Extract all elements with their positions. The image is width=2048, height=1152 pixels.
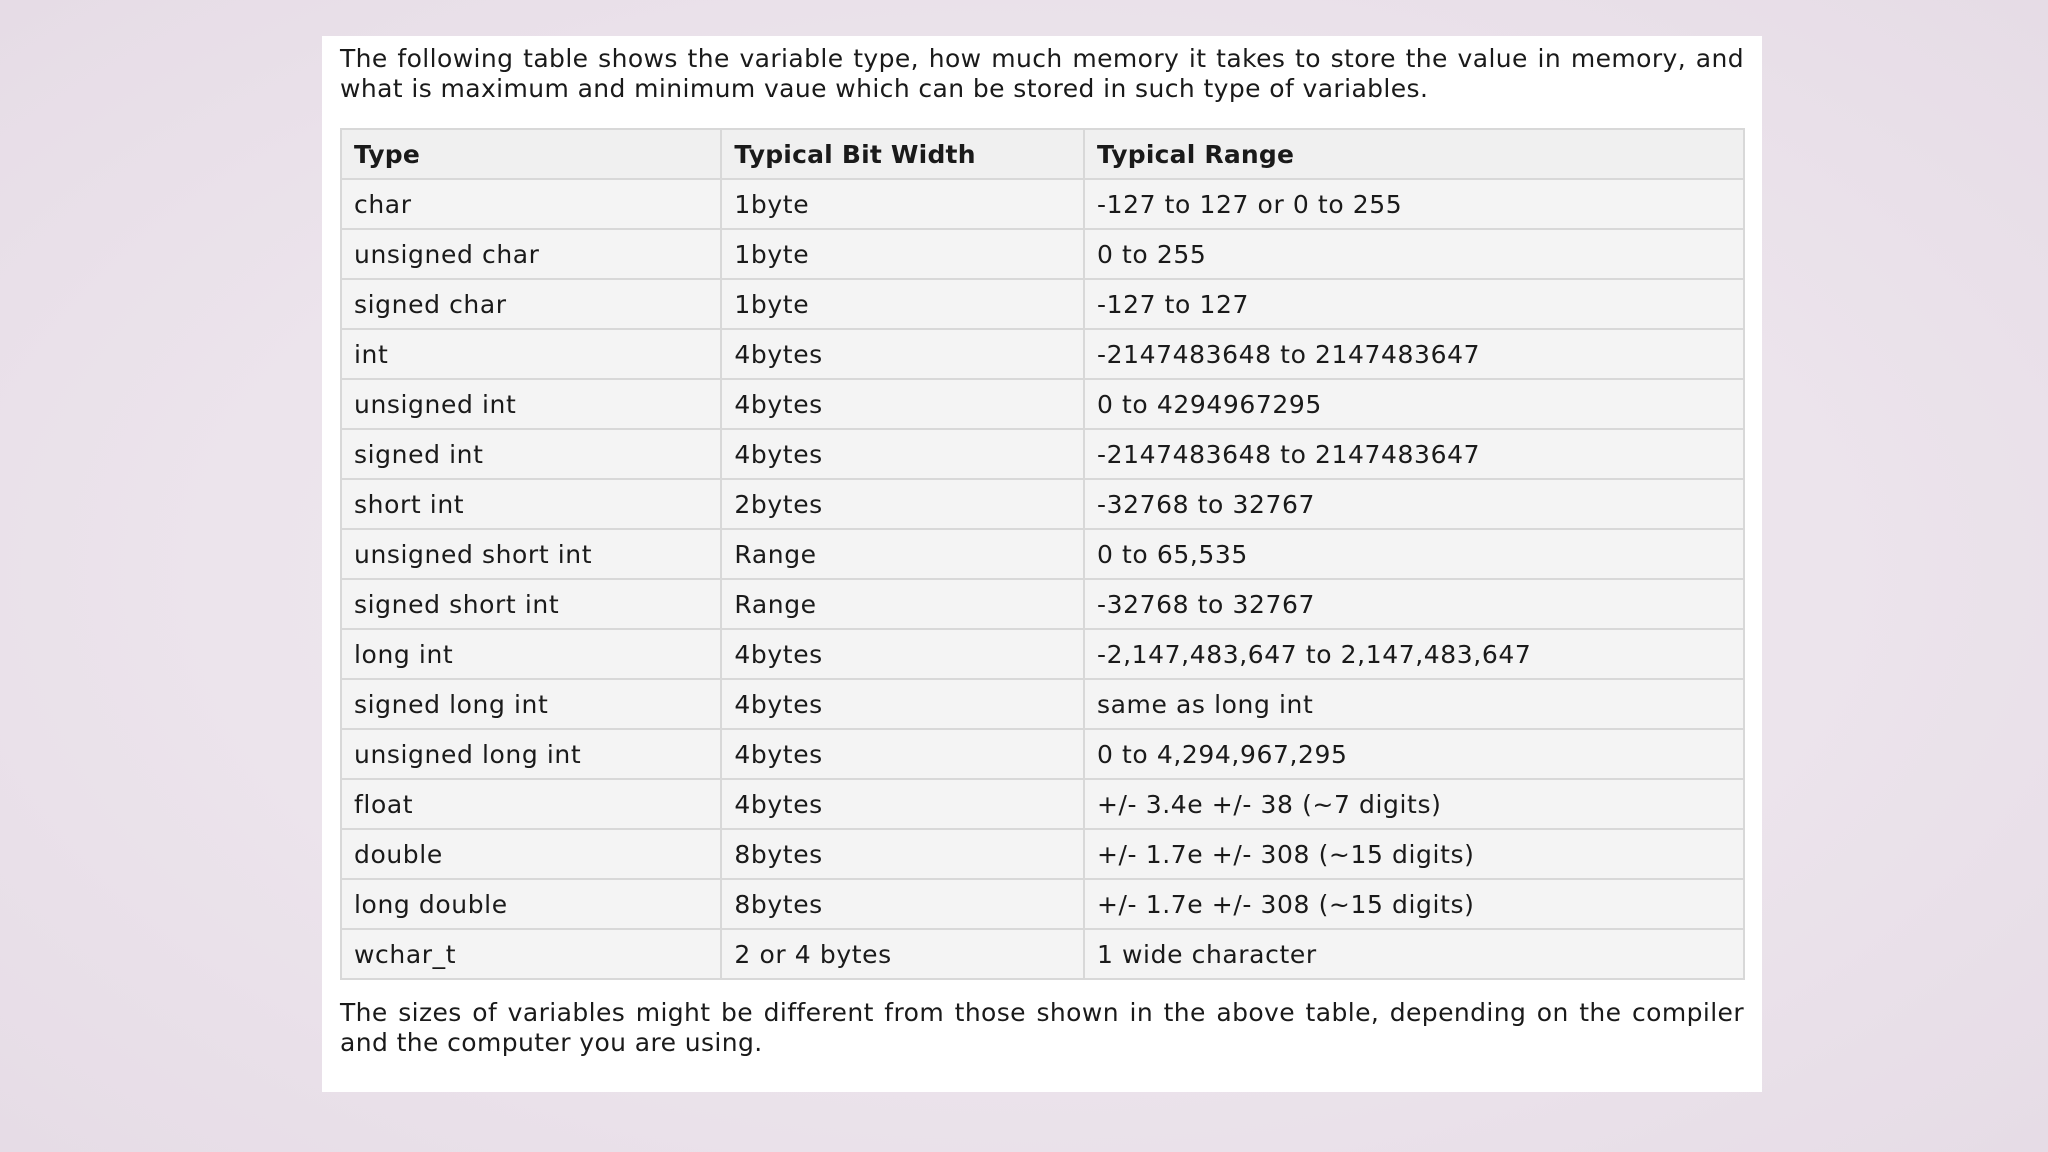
cell-range: 1 wide character: [1084, 929, 1744, 979]
cell-range: +/- 1.7e +/- 308 (~15 digits): [1084, 829, 1744, 879]
cell-bit-width: 4bytes: [721, 729, 1084, 779]
cell-range: -127 to 127: [1084, 279, 1744, 329]
table-row: [341, 479, 1744, 529]
table-row: [341, 729, 1744, 779]
table-row: [341, 929, 1744, 979]
cell-type: signed int: [341, 429, 721, 479]
cell-type: wchar_t: [341, 929, 721, 979]
cell-range: 0 to 65,535: [1084, 529, 1744, 579]
header-type: Type: [341, 129, 721, 179]
table-body: [341, 179, 1744, 979]
cell-range: -32768 to 32767: [1084, 479, 1744, 529]
cell-bit-width: 8bytes: [721, 879, 1084, 929]
cell-type: signed long int: [341, 679, 721, 729]
variable-types-table: [340, 128, 1745, 980]
cell-bit-width: 4bytes: [721, 379, 1084, 429]
cell-type: unsigned int: [341, 379, 721, 429]
cell-range: same as long int: [1084, 679, 1744, 729]
cell-bit-width: 1byte: [721, 279, 1084, 329]
cell-range: +/- 3.4e +/- 38 (~7 digits): [1084, 779, 1744, 829]
cell-bit-width: 1byte: [721, 179, 1084, 229]
table-row: [341, 629, 1744, 679]
cell-type: long int: [341, 629, 721, 679]
cell-bit-width: Range: [721, 579, 1084, 629]
table-row: [341, 179, 1744, 229]
cell-type: unsigned long int: [341, 729, 721, 779]
cell-type: short int: [341, 479, 721, 529]
cell-bit-width: 8bytes: [721, 829, 1084, 879]
table-row: [341, 279, 1744, 329]
cell-range: -2,147,483,647 to 2,147,483,647: [1084, 629, 1744, 679]
cell-bit-width: 2 or 4 bytes: [721, 929, 1084, 979]
cell-bit-width: 4bytes: [721, 429, 1084, 479]
table-row: [341, 579, 1744, 629]
outro-paragraph: The sizes of variables might be different from those shown in the above table, depending on the compiler and the computer you are using.: [340, 998, 1744, 1057]
cell-bit-width: 2bytes: [721, 479, 1084, 529]
table-header-row: [341, 129, 1744, 179]
cell-type: long double: [341, 879, 721, 929]
cell-bit-width: 4bytes: [721, 779, 1084, 829]
table-row: [341, 829, 1744, 879]
table-row: [341, 879, 1744, 929]
cell-type: char: [341, 179, 721, 229]
intro-paragraph: The following table shows the variable type, how much memory it takes to store the value in memory, and what is maximum and minimum vaue which can be stored in such type of variables.: [340, 44, 1744, 103]
table-row: [341, 679, 1744, 729]
cell-type: unsigned char: [341, 229, 721, 279]
cell-range: -127 to 127 or 0 to 255: [1084, 179, 1744, 229]
cell-bit-width: 1byte: [721, 229, 1084, 279]
cell-range: -32768 to 32767: [1084, 579, 1744, 629]
cell-bit-width: 4bytes: [721, 679, 1084, 729]
cell-range: -2147483648 to 2147483647: [1084, 329, 1744, 379]
table-row: [341, 379, 1744, 429]
cell-type: int: [341, 329, 721, 379]
cell-type: float: [341, 779, 721, 829]
cell-bit-width: Range: [721, 529, 1084, 579]
cell-range: 0 to 4,294,967,295: [1084, 729, 1744, 779]
table-row: [341, 329, 1744, 379]
cell-type: signed char: [341, 279, 721, 329]
document-panel: [322, 36, 1762, 1092]
cell-type: double: [341, 829, 721, 879]
table-row: [341, 429, 1744, 479]
table-row: [341, 779, 1744, 829]
cell-range: +/- 1.7e +/- 308 (~15 digits): [1084, 879, 1744, 929]
cell-bit-width: 4bytes: [721, 629, 1084, 679]
cell-bit-width: 4bytes: [721, 329, 1084, 379]
cell-type: unsigned short int: [341, 529, 721, 579]
table-row: [341, 229, 1744, 279]
cell-range: 0 to 4294967295: [1084, 379, 1744, 429]
header-bit-width: Typical Bit Width: [721, 129, 1084, 179]
header-range: Typical Range: [1084, 129, 1744, 179]
cell-range: -2147483648 to 2147483647: [1084, 429, 1744, 479]
cell-range: 0 to 255: [1084, 229, 1744, 279]
cell-type: signed short int: [341, 579, 721, 629]
table-row: [341, 529, 1744, 579]
